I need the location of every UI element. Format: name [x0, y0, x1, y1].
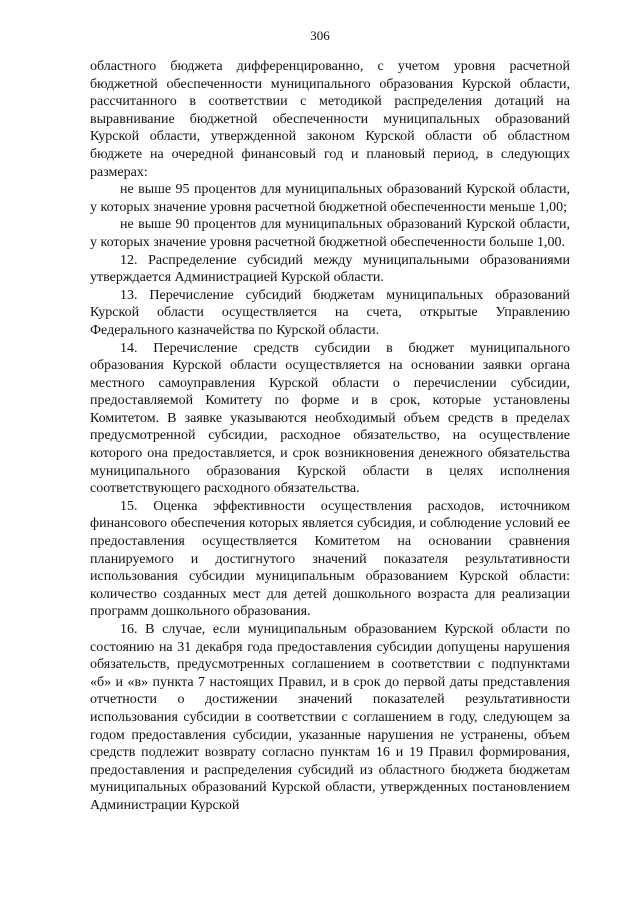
paragraph-12: 12. Распределение субсидий между муниципальными образованиями утверждается Администрацией Курской области.: [90, 252, 570, 286]
paragraph-15: 15. Оценка эффективности осуществления расходов, источником финансового обеспечения которых является субсидия, и соблюдение условий ее предоставления осуществляется Комитетом на основании сравнения планируемого и достигнутого значений показателя результативности использования субсидии муниципальным образованием Курской области: количество созданных мест для детей дошкольного возраста для реализации программ дошкольного образования.: [90, 498, 570, 620]
paragraph-size-95: не выше 95 процентов для муниципальных образований Курской области, у которых значение уровня расчетной бюджетной обеспеченности меньше 1,00;: [90, 182, 570, 215]
paragraph-13: 13. Перечисление субсидий бюджетам муниципальных образований Курской области осуществляется на счета, открытые Управлению Федерального казначейства по Курской области.: [90, 287, 570, 338]
paragraph-continuation: областного бюджета дифференцированно, с учетом уровня расчетной бюджетной обеспеченности муниципального образования Курской области, рассчитанного в соответствии с методикой распределения дотаций на выравнивание бюджетной обеспеченности муниципальных образований Курской области, утвержденной законом Курской области об областном бюджете на очередной финансовый год и плановый период, в следующих размерах:: [90, 59, 570, 180]
document-body: [90, 58, 570, 815]
page-number: 306: [310, 28, 330, 43]
paragraph-16: 16. В случае, если муниципальным образованием Курской области по состоянию на 31 декабря года предоставления субсидии допущены нарушения обязательств, предусмотренных соглашением в соответствии с подпунктами «б» и «в» пункта 7 настоящих Правил, и в срок до первой даты представления отчетности о достижении значений показателей результативности использования субсидии в соответствии с соглашением в году, следующем за годом предоставления субсидии, указанные нарушения не устранены, объем средств подлежит возврату согласно пунктам 16 и 19 Правил формирования, предоставления и распределения субсидий из областного бюджета бюджетам муниципальных образований Курской области, утвержденных постановлением Администрации Курской: [90, 622, 570, 813]
paragraph-size-90: не выше 90 процентов для муниципальных образований Курской области, у которых значение уровня расчетной бюджетной обеспеченности больше 1,00.: [90, 217, 570, 250]
paragraph-14: 14. Перечисление средств субсидии в бюджет муниципального образования Курской области осуществляется на основании заявки органа местного самоуправления Курской области о перечислении субсидии, предоставляемой Комитету по форме и в срок, которые установлены Комитетом. В заявке указываются необходимый объем средств в пределах предусмотренной субсидии, расходное обязательство, на осуществление которого она предоставляется, и срок возникновения денежного обязательства муниципального образования Курской области в целях исполнения соответствующего расходного обязательства.: [90, 340, 570, 497]
